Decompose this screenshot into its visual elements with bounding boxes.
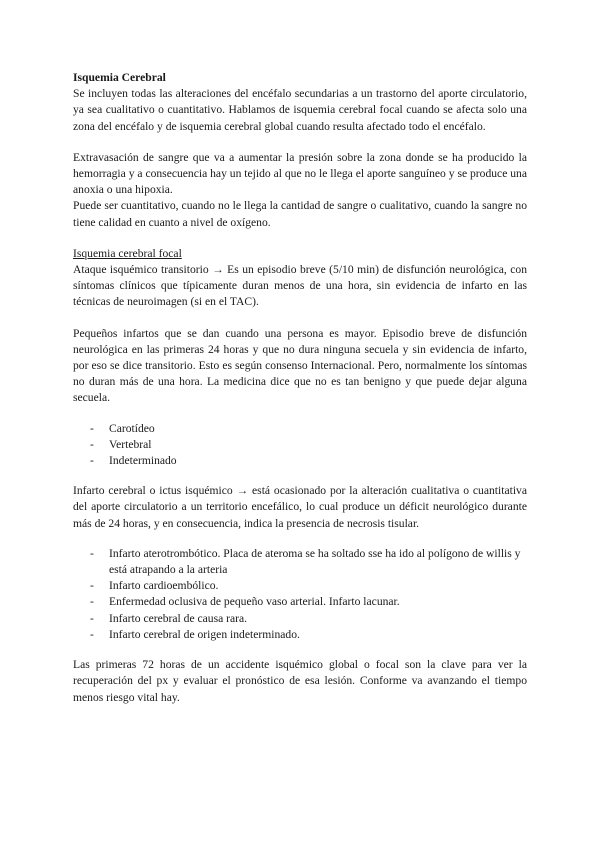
list-item: [73, 578, 527, 594]
paragraph-extravasacion: Extravasación de sangre que va a aumentar la presión sobre la zona donde se ha producido la hemorragia y a consecuencia hay un tejido al que no le llega el aporte sanguíneo y se produce una anoxia o una hipoxia.: [73, 150, 527, 197]
list-item-text: Indeterminado: [109, 454, 177, 468]
list-item: [73, 437, 527, 453]
list-marker: -: [90, 579, 94, 593]
list-marker: -: [90, 454, 94, 468]
list-item: [73, 611, 527, 627]
list-marker: -: [90, 611, 94, 625]
list-tipos-infarto: [73, 546, 527, 643]
list-marker: -: [90, 595, 94, 609]
list-marker: -: [90, 546, 94, 560]
list-marker: -: [90, 421, 94, 435]
paragraph-primeras-72-horas: Las primeras 72 horas de un accidente isquémico global o focal son la clave para ver la recuperación del px y evaluar el pronóstico de esa lesión. Conforme va avanzando el tiempo menos riesgo vital hay.: [73, 658, 527, 704]
list-item: [73, 421, 527, 437]
paragraph-intro: Se incluyen todas las alteraciones del encéfalo secundarias a un trastorno del aporte circulatorio, ya sea cualitativo o cuantitativo. Hablamos de isquemia cerebral focal cuando se afecta solo una zona del encéfalo y de isquemia cerebral global cuando resulta afectado todo el encéfalo.: [73, 87, 527, 133]
list-item: [73, 594, 527, 610]
list-item: [73, 627, 527, 643]
list-item: [73, 546, 527, 578]
list-item-text: Infarto cerebral de causa rara.: [109, 611, 248, 625]
paragraph-cuantitativo: Puede ser cuantitativo, cuando no le llega la cantidad de sangre o cualitativo, cuando la sangre no tiene calidad en cuanto a nivel de oxígeno.: [73, 199, 527, 229]
paragraph-pequenos-infartos: Pequeños infartos que se dan cuando una persona es mayor. Episodio breve de disfunción neurológica en las primeras 24 horas y que no dura ninguna secuela y sin evidencia de infarto, por eso se dice transitorio. Esto es según consenso Internacional. Pero, normalmente los síntomas no duran más de una hora. La medicina dice que no es tan benigno y que puede dejar alguna secuela.: [73, 326, 527, 405]
list-item-text: Carotídeo: [109, 421, 155, 435]
document-body: [73, 70, 527, 706]
list-marker: -: [90, 437, 94, 451]
section-subheading: Isquemia cerebral focal: [73, 246, 182, 260]
list-item: [73, 453, 527, 469]
list-marker: -: [90, 627, 94, 641]
list-tipos-ait: [73, 421, 527, 470]
paragraph-infarto-cerebral: Infarto cerebral o ictus isquémico → está ocasionado por la alteración cualitativa o cuantitativa del aporte circulatorio a un territorio encefálico, lo cual produce un déficit neurológico durante más de 24 horas, y en consecuencia, indica la presencia de necrosis tisular.: [73, 484, 527, 530]
list-item-text: Infarto aterotrombótico. Placa de ateroma se ha soltado sse ha ido al polígono de willis y está atrapando a la arteria: [109, 546, 521, 577]
document-title: Isquemia Cerebral: [73, 71, 166, 84]
list-item-text: Enfermedad oclusiva de pequeño vaso arterial. Infarto lacunar.: [109, 595, 400, 609]
list-item-text: Vertebral: [109, 437, 152, 451]
list-item-text: Infarto cerebral de origen indeterminado.: [109, 627, 300, 641]
list-item-text: Infarto cardioembólico.: [109, 579, 219, 593]
paragraph-ataque-isquemico: Ataque isquémico transitorio → Es un episodio breve (5/10 min) de disfunción neurológica, con síntomas clínicos que típicamente duran menos de una hora, sin evidencia de infarto en las técnicas de neuroimagen (si en el TAC).: [73, 263, 527, 309]
